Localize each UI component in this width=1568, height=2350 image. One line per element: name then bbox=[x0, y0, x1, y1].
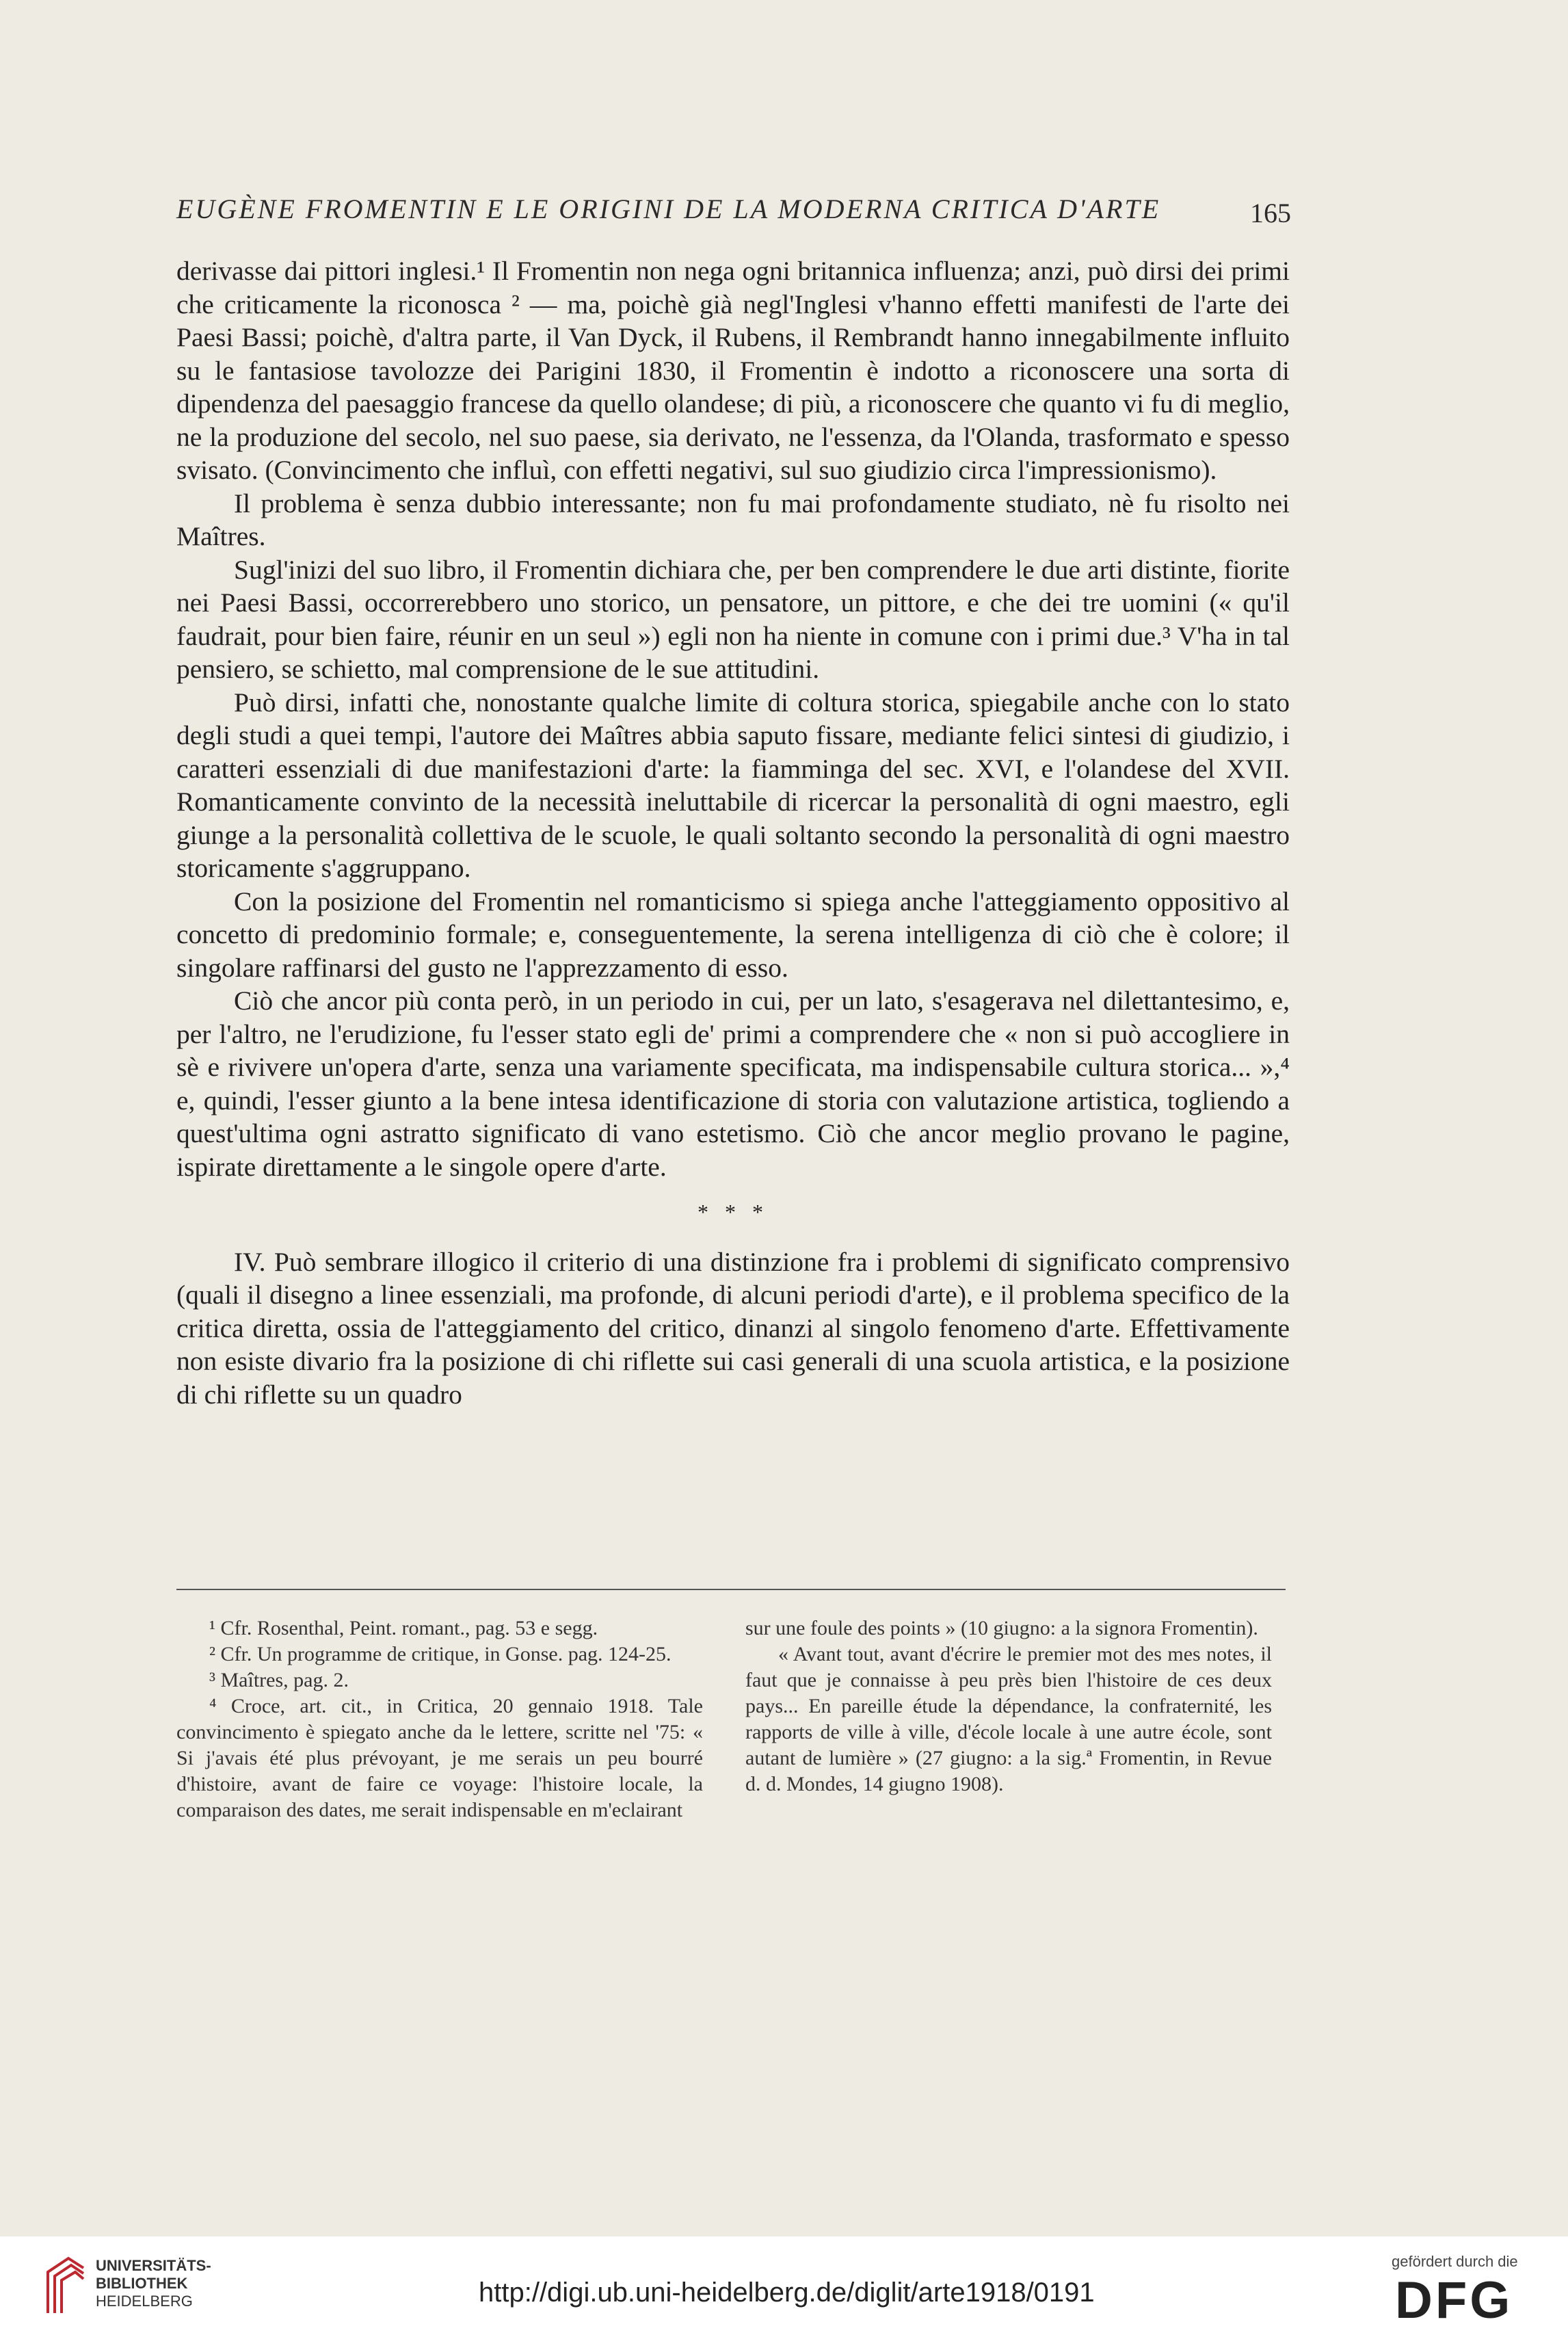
dfg-logo: DFG bbox=[1395, 2271, 1513, 2329]
footnote: ⁴ Croce, art. cit., in Critica, 20 gennaio 1918. Tale convincimento è spiegato anche da le lettere, scritte nel '75: « Si j'avais été plus prévoyant, je me serais un peu bourré d'histoire, avant de faire ce voyage: l'histoire locale, la comparaison des dates, me serait indispensable en m'eclairant bbox=[176, 1695, 703, 1821]
footnote: ¹ Cfr. Rosenthal, Peint. romant., pag. 53 e segg. bbox=[209, 1617, 598, 1639]
footnote: ² Cfr. Un programme de critique, in Gonse. pag. 124-25. bbox=[209, 1643, 672, 1665]
paragraph: Sugl'inizi del suo libro, il Fromentin dichiara che, per ben comprendere le due arti distinte, fiorite nei Paesi Bassi, occorrerebbero uno storico, un pensatore, un pittore, e che dei tre uomini (« qu'il faudrait, pour bien faire, réunir en un seul ») egli non ha niente in comune con i primi due.³ V'ha in tal pensiero, se schietto, mal comprensione de le sue attitudini. bbox=[176, 554, 1290, 684]
paragraph: IV. Può sembrare illogico il criterio di una distinzione fra i problemi di significato comprensivo (quali il disegno a linee essenziali, ma profonde, di alcuni periodi d'arte), e il problema specifico de la critica diretta, ossia de l'atteggiamento del critico, dinanzi al singolo fenomeno d'arte. Effettivamente non esiste divario fra la posizione di chi riflette sui casi generali di una scuola artistica, e la posizione di chi riflette su un quadro bbox=[176, 1246, 1290, 1410]
section-separator: * * * bbox=[697, 1200, 769, 1224]
running-header: EUGÈNE FROMENTIN E LE ORIGINI DE LA MODERNA CRITICA D'ARTE bbox=[176, 194, 1161, 224]
paragraph: derivasse dai pittori inglesi.¹ Il Fromentin non nega ogni britannica influenza; anzi, può dirsi dei primi che criticamente la riconosca ² — ma, poichè già negl'Inglesi v'hanno effetti manifesti de l'arte dei Paesi Bassi; poichè, d'altra parte, il Van Dyck, il Rubens, il Rembrandt hanno innegabilmente influito su le fantasiose tavolozze dei Parigini 1830, il Fromentin è indotto a riconoscere una sorta di dipendenza del paesaggio francese da quello olandese; di più, a riconoscere che quanto vi fu di meglio, ne la produzione del secolo, nel suo paese, sia derivato, ne l'essenza, da l'Olanda, trasformato e spesso svisato. (Convincimento che influì, con effetti negativi, sul suo giudizio circa l'impressionismo). bbox=[176, 256, 1290, 485]
footnote: « Avant tout, avant d'écrire le premier mot des mes notes, il faut que je connaisse à peu près bien l'histoire de ces deux pays... En pareille étude la dépendance, la confraternité, les rapports de ville à ville, d'école locale à une autre école, sont autant de lumière » (27 giugno: a la sig.ª Fromentin, in Revue d. d. Mondes, 14 giugno 1908). bbox=[745, 1643, 1272, 1795]
library-name: UNIVERSITÄTS- BIBLIOTHEK HEIDELBERG bbox=[96, 2257, 211, 2310]
footnote: ³ Maîtres, pag. 2. bbox=[209, 1669, 349, 1691]
footnote-continuation: sur une foule des points » (10 giugno: a la signora Fromentin). bbox=[745, 1617, 1258, 1639]
main-text bbox=[176, 254, 1290, 1411]
paragraph: Con la posizione del Fromentin nel romanticismo si spiega anche l'atteggiamento oppositivo al concetto di predominio formale; e, conseguentemente, la serena intelligenza di ciò che è colore; il singolare raffinarsi del gusto ne l'apprezzamento di esso. bbox=[176, 886, 1290, 983]
footnote-rule bbox=[176, 1589, 1286, 1590]
funding-note: gefördert durch die bbox=[1392, 2253, 1518, 2270]
footnotes-left-column bbox=[176, 1615, 703, 1823]
paragraph: Ciò che ancor più conta però, in un periodo in cui, per un lato, s'esagerava nel dilettantesimo, e, per l'altro, ne l'erudizione, fu l'esser stato egli de' primi a comprendere che « non si può accogliere in sè e rivivere un'opera d'arte, senza una variamente specificata, ma indispensabile cultura storica... »,⁴ e, quindi, l'esser giunto a la bene intesa identificazione di storia con valutazione artistica, togliendo a quest'ultima ogni astratto significato di vano estetismo. Ciò che ancor meglio provano le pagine, ispirate direttamente a le singole opere d'arte. bbox=[176, 986, 1290, 1182]
library-logo-icon bbox=[41, 2252, 90, 2320]
paragraph: Il problema è senza dubbio interessante; non fu mai profondamente studiato, nè fu risolto nei Maîtres. bbox=[176, 488, 1290, 551]
footnotes-right-column bbox=[745, 1615, 1272, 1797]
page-number: 165 bbox=[1250, 198, 1291, 228]
digitization-footer bbox=[0, 2236, 1568, 2350]
paragraph: Può dirsi, infatti che, nonostante qualche limite di coltura storica, spiegabile anche con lo stato degli studi a quei tempi, l'autore dei Maîtres abbia saputo fissare, mediante felici sintesi di giudizio, i caratteri essenziali di due manifestazioni d'arte: la fiamminga del sec. XVI, e l'olandese del XVII. Romanticamente convinto de la necessità ineluttabile di ricercar la personalità di ogni maestro, egli giunge a la personalità collettiva de le scuole, le quali soltanto secondo la personalità di ogni maestro storicamente s'aggruppano. bbox=[176, 687, 1290, 883]
source-url-link[interactable]: http://digi.ub.uni-heidelberg.de/diglit/arte1918/0191 bbox=[479, 2278, 1095, 2308]
